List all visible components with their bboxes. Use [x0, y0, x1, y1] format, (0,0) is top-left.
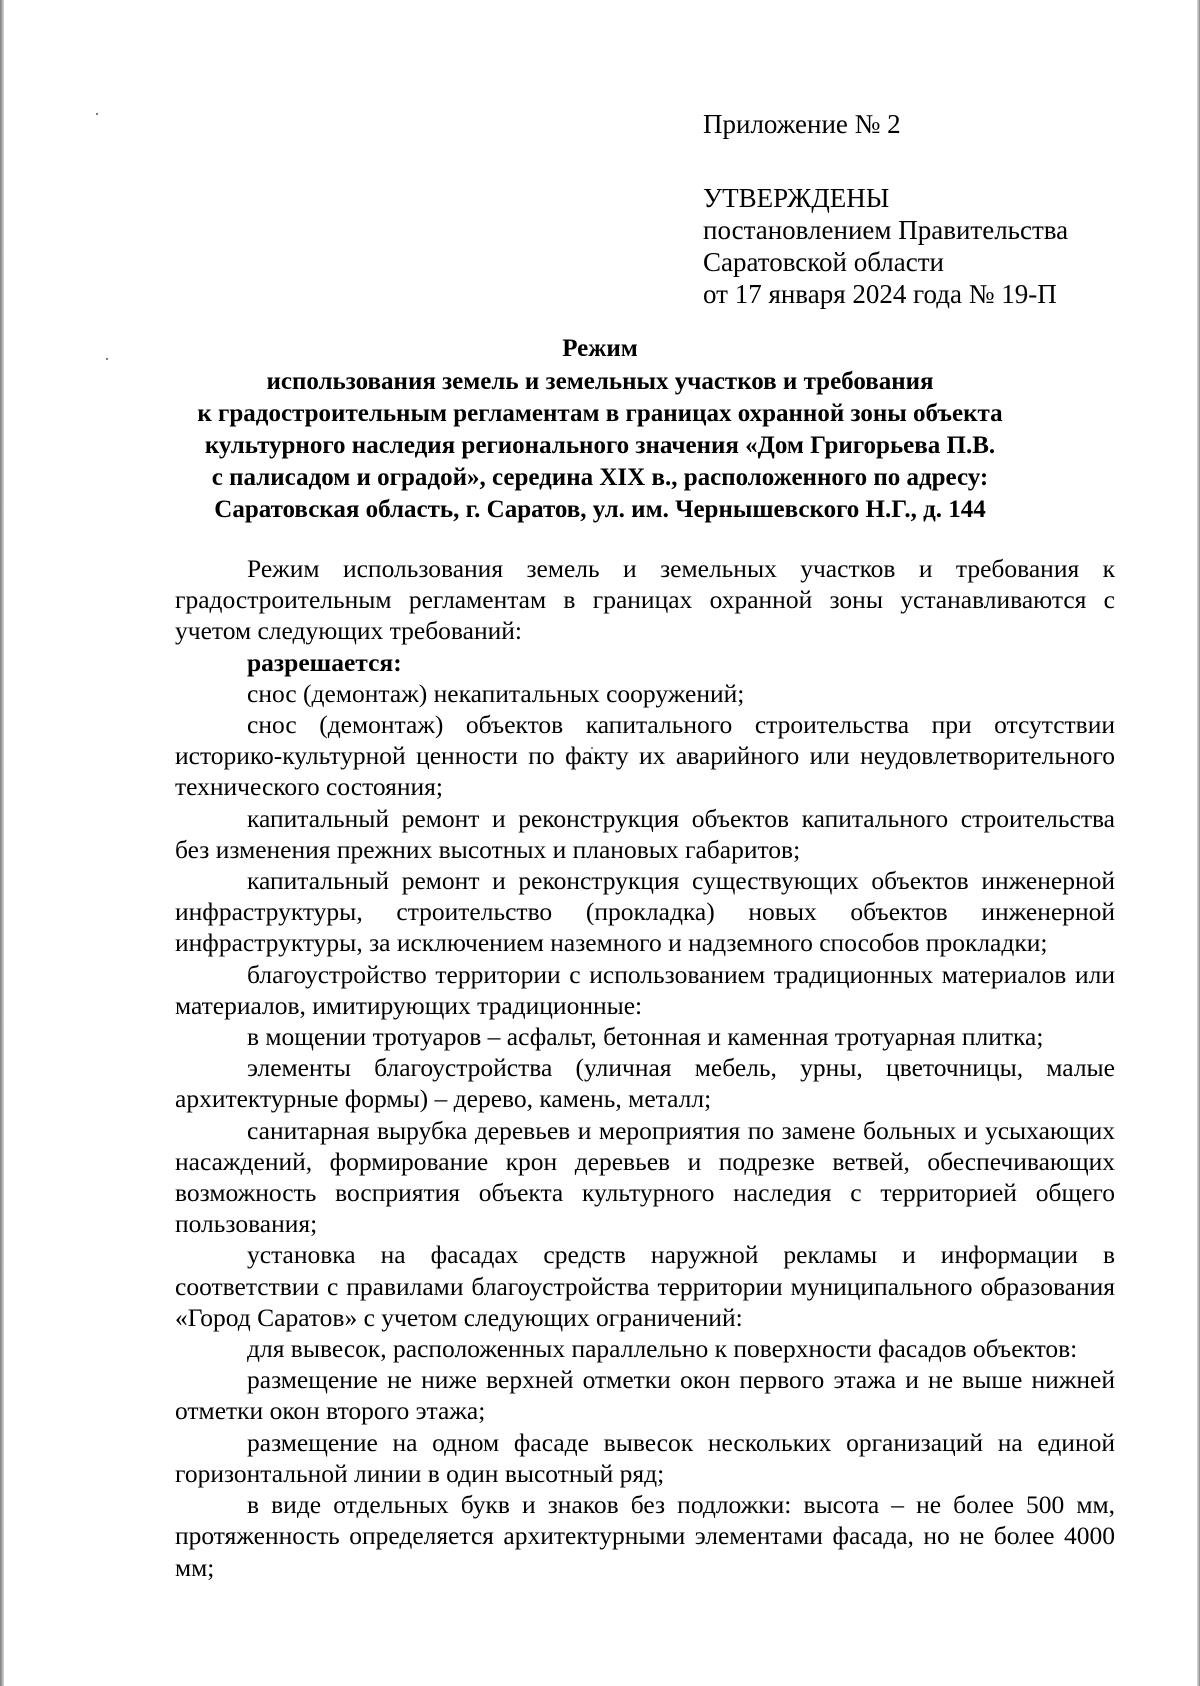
document-body — [175, 553, 1115, 1583]
body-paragraph: капитальный ремонт и реконструкция объектов капитального строительства без изменения прежних высотных и плановых габаритов; — [175, 803, 1115, 864]
body-paragraph: размещение на одном фасаде вывесок нескольких организаций на единой горизонтальной линии в один высотный ряд; — [175, 1427, 1115, 1488]
body-paragraph: в виде отдельных букв и знаков без подложки: высота – не более 500 мм, протяженность определяется архитектурными элементами фасада, но не более 4000 мм; — [175, 1490, 1115, 1582]
body-paragraph: для вывесок, расположенных параллельно к поверхности фасадов объектов: — [247, 1334, 1078, 1364]
title-line: к градостроительным регламентам в границах охранной зоны объекта — [197, 400, 1003, 427]
body-paragraph: санитарная вырубка деревьев и мероприятия по замене больных и усыхающих насаждений, формирование крон деревьев и подрезке ветвей, обеспечивающих возможность восприятия объекта культурного наследия с территорией общего пользования; — [175, 1115, 1115, 1239]
scan-speck — [96, 113, 98, 115]
body-paragraph: в мощении тротуаров – асфальт, бетонная и каменная тротуарная плитка; — [247, 1022, 1044, 1052]
body-paragraph: установка на фасадах средств наружной рекламы и информации в соответствии с правилами благоустройства территории муниципального образования «Город Саратов» с учетом следующих ограничений: — [175, 1240, 1115, 1332]
approval-date-number: от 17 января 2024 года № 19-П — [703, 279, 1057, 309]
scan-speck — [106, 358, 108, 360]
attachment-number: Приложение № 2 — [703, 109, 901, 139]
title-line: Саратовская область, г. Саратов, ул. им. Чернышевского Н.Г., д. 144 — [214, 496, 986, 523]
allowed-heading: разрешается: — [247, 647, 402, 677]
approval-line: постановлением Правительства — [703, 215, 1069, 245]
approved-stamp-text: УТВЕРЖДЕНЫ — [703, 183, 890, 213]
scan-edge-left — [0, 0, 4, 1686]
title-line: с палисадом и оградой», середина XIX в., расположенного по адресу: — [211, 464, 989, 491]
body-paragraph: элементы благоустройства (уличная мебель, урны, цветочницы, малые архитектурные формы) – дерево, камень, металл; — [175, 1053, 1115, 1114]
approval-line: Саратовской области — [703, 247, 944, 277]
intro-paragraph: Режим использования земель и земельных участков и требования к градостроительным регламентам в границах охранной зоны устанавливаются с учетом следующих требований: — [175, 554, 1115, 646]
body-paragraph: благоустройство территории с использованием традиционных материалов или материалов, имитирующих традиционные: — [175, 959, 1115, 1020]
title-line: использования земель и земельных участков и требования — [266, 368, 934, 395]
title-line: культурного наследия регионального значения «Дом Григорьева П.В. — [204, 432, 996, 459]
body-paragraph: размещение не ниже верхней отметки окон первого этажа и не выше нижней отметки окон второго этажа; — [175, 1365, 1115, 1426]
body-paragraph: снос (демонтаж) некапитальных сооружений; — [247, 678, 745, 708]
document-title — [150, 333, 1050, 526]
body-paragraph: снос (демонтаж) объектов капитального строительства при отсутствии историко-культурной ценности по факту их аварийного или неудовлетворительного технического состояния; — [175, 710, 1115, 802]
approval-block — [703, 108, 1068, 310]
title-heading: Режим — [562, 335, 638, 362]
body-paragraph: капитальный ремонт и реконструкция существующих объектов инженерной инфраструктуры, строительство (прокладка) новых объектов инженерной инфраструктуры, за исключением наземного и надземного способов прокладки; — [175, 866, 1115, 958]
